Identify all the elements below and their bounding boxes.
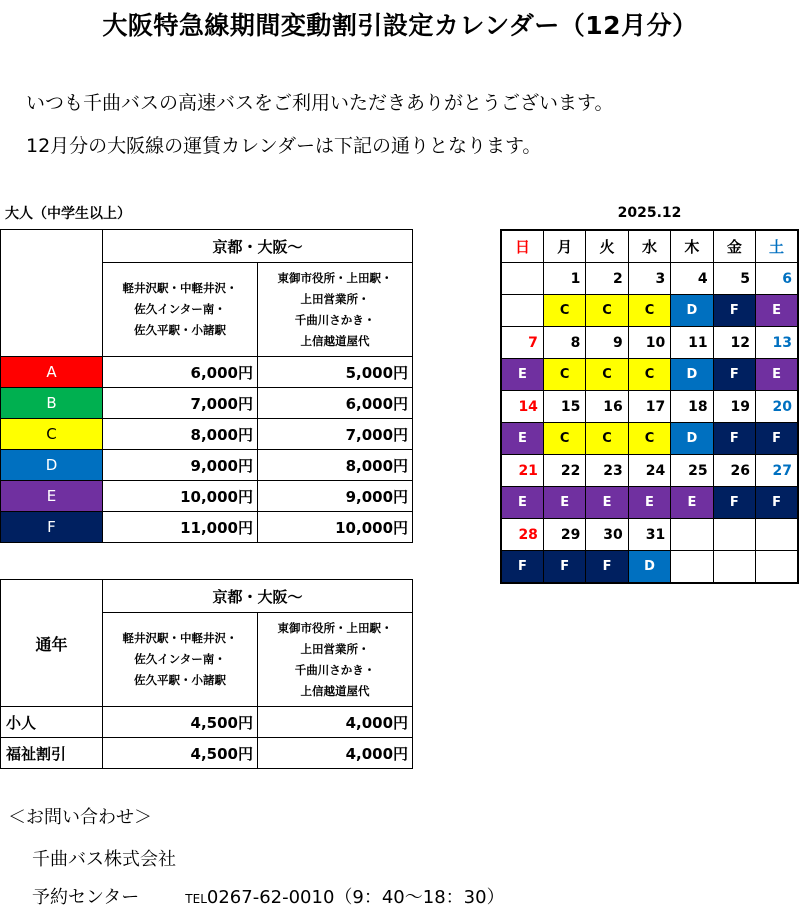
- station-line: 佐久平駅・小諸駅: [134, 673, 226, 687]
- station-line: 佐久インター南・: [134, 302, 226, 316]
- date-cell: 11: [671, 327, 713, 359]
- fare-grade-cell: E: [543, 487, 585, 519]
- weekday-cell: 金: [713, 230, 755, 263]
- date-cell: 19: [713, 391, 755, 423]
- date-cell: 3: [628, 263, 670, 295]
- date-cell: 24: [628, 455, 670, 487]
- date-cell: 4: [671, 263, 713, 295]
- date-row: [501, 455, 798, 487]
- fare-grade-cell: C: [586, 295, 628, 327]
- fare-row: [1, 450, 413, 481]
- fare-grade-cell: E: [671, 487, 713, 519]
- station-line: 上田営業所・: [300, 291, 370, 306]
- tel-label: TEL: [185, 892, 207, 906]
- fare-calendar: [500, 229, 799, 584]
- price-cell: 4,500円: [103, 707, 258, 738]
- date-cell: 14: [501, 391, 543, 423]
- station-line: 上田営業所・: [300, 641, 370, 656]
- fare-grade-cell: C: [543, 295, 585, 327]
- intro-line-1: いつも千曲バスの高速バスをご利用いただきありがとうございます。: [26, 92, 614, 114]
- fare-row: [1, 419, 413, 450]
- date-cell: 29: [543, 519, 585, 551]
- price-cell: 4,000円: [258, 707, 413, 738]
- fare-row: [1, 512, 413, 543]
- station-group-1: [103, 613, 258, 707]
- date-cell: 21: [501, 455, 543, 487]
- price-cell: 6,000円: [103, 357, 258, 388]
- fare-grade-cell: F: [501, 551, 543, 584]
- station-line: 千曲川さかき・: [294, 312, 376, 327]
- fare-grade-cell: C: [543, 423, 585, 455]
- fare-grade-cell: C: [628, 295, 670, 327]
- fare-grade-cell: C: [586, 359, 628, 391]
- reservation-center-label: 予約センター: [32, 887, 140, 908]
- price-cell: 9,000円: [258, 481, 413, 512]
- price-cell: 10,000円: [103, 481, 258, 512]
- station-group-1: [103, 263, 258, 357]
- date-cell: 28: [501, 519, 543, 551]
- fare-row: [1, 481, 413, 512]
- grade-f-cell: F: [1, 512, 103, 543]
- fare-grade-cell: E: [756, 359, 798, 391]
- fare-grade-cell: [501, 295, 543, 327]
- station-line: 上信越道屋代: [300, 333, 370, 348]
- company-name: 千曲バス株式会社: [32, 849, 176, 870]
- fare-grade-cell: E: [628, 487, 670, 519]
- price-cell: 8,000円: [103, 419, 258, 450]
- date-cell: 26: [713, 455, 755, 487]
- station-line: 東御市役所・上田駅・: [277, 620, 393, 635]
- fare-grade-cell: F: [713, 487, 755, 519]
- station-line: 軽井沢駅・中軽井沢・: [122, 631, 238, 645]
- adult-fare-table: [0, 229, 413, 543]
- weekday-cell: 水: [628, 230, 670, 263]
- fare-grade-cell: F: [713, 359, 755, 391]
- date-cell: 2: [586, 263, 628, 295]
- page-title: 大阪特急線期間変動割引設定カレンダー（12月分）: [102, 11, 698, 40]
- date-cell: 16: [586, 391, 628, 423]
- fare-category-label: 小人: [1, 707, 103, 738]
- station-line: 佐久平駅・小諸駅: [134, 323, 226, 337]
- price-cell: 11,000円: [103, 512, 258, 543]
- adult-table-caption: 大人（中学生以上）: [5, 206, 131, 222]
- date-row: [501, 327, 798, 359]
- date-cell: 15: [543, 391, 585, 423]
- grade-c-cell: C: [1, 419, 103, 450]
- price-cell: 5,000円: [258, 357, 413, 388]
- date-cell: 12: [713, 327, 755, 359]
- contact-heading: ＜お問い合わせ＞: [8, 807, 152, 828]
- fare-grade-cell: C: [543, 359, 585, 391]
- fare-row: [1, 357, 413, 388]
- fare-row: [1, 388, 413, 419]
- fare-grade-cell: E: [501, 359, 543, 391]
- price-cell: 4,000円: [258, 738, 413, 769]
- price-cell: 6,000円: [258, 388, 413, 419]
- date-row: [501, 391, 798, 423]
- fare-grade-cell: F: [713, 295, 755, 327]
- weekday-cell: 火: [586, 230, 628, 263]
- reservation-contact: [32, 883, 505, 909]
- fare-category-label: 福祉割引: [1, 738, 103, 769]
- price-cell: 10,000円: [258, 512, 413, 543]
- fare-row: [1, 738, 413, 769]
- date-cell: 22: [543, 455, 585, 487]
- date-cell: [501, 263, 543, 295]
- station-line: 軽井沢駅・中軽井沢・: [122, 281, 238, 295]
- fare-grade-cell: E: [586, 487, 628, 519]
- station-group-2: [258, 613, 413, 707]
- price-cell: 8,000円: [258, 450, 413, 481]
- fare-grade-cell: [713, 551, 755, 584]
- corner-cell: [1, 230, 103, 357]
- date-cell: 30: [586, 519, 628, 551]
- fare-grade-cell: C: [628, 359, 670, 391]
- weekday-cell: 日: [501, 230, 543, 263]
- fare-grade-cell: F: [586, 551, 628, 584]
- date-cell: 27: [756, 455, 798, 487]
- fare-grade-row: [501, 487, 798, 519]
- station-line: 上信越道屋代: [300, 683, 370, 698]
- station-line: 東御市役所・上田駅・: [277, 270, 393, 285]
- fare-row: [1, 707, 413, 738]
- date-row: [501, 519, 798, 551]
- date-cell: 31: [628, 519, 670, 551]
- price-cell: 7,000円: [103, 388, 258, 419]
- date-cell: [756, 519, 798, 551]
- grade-b-cell: B: [1, 388, 103, 419]
- station-line: 千曲川さかき・: [294, 662, 376, 677]
- grade-e-cell: E: [1, 481, 103, 512]
- fare-grade-row: [501, 359, 798, 391]
- fare-grade-cell: F: [756, 487, 798, 519]
- fare-grade-row: [501, 551, 798, 584]
- grade-d-cell: D: [1, 450, 103, 481]
- date-cell: 6: [756, 263, 798, 295]
- year-round-label: 通年: [1, 580, 103, 707]
- route-header: 京都・大阪～: [103, 230, 413, 263]
- fare-grade-cell: E: [501, 487, 543, 519]
- date-cell: 10: [628, 327, 670, 359]
- weekday-cell: 木: [671, 230, 713, 263]
- fare-grade-row: [501, 295, 798, 327]
- date-cell: 25: [671, 455, 713, 487]
- fare-grade-cell: [671, 551, 713, 584]
- weekday-cell: 土: [756, 230, 798, 263]
- date-cell: 5: [713, 263, 755, 295]
- date-row: [501, 263, 798, 295]
- child-fare-table: [0, 579, 413, 769]
- station-line: 佐久インター南・: [134, 652, 226, 666]
- date-cell: 8: [543, 327, 585, 359]
- date-cell: 1: [543, 263, 585, 295]
- fare-grade-cell: C: [628, 423, 670, 455]
- fare-grade-cell: [756, 551, 798, 584]
- tel-number: 0267-62-0010（9：40～18：30）: [206, 887, 505, 908]
- date-cell: 20: [756, 391, 798, 423]
- fare-grade-cell: E: [756, 295, 798, 327]
- date-cell: 17: [628, 391, 670, 423]
- date-cell: 7: [501, 327, 543, 359]
- grade-a-cell: A: [1, 357, 103, 388]
- date-cell: 23: [586, 455, 628, 487]
- fare-grade-cell: D: [671, 359, 713, 391]
- weekday-cell: 月: [543, 230, 585, 263]
- date-cell: [671, 519, 713, 551]
- station-group-2: [258, 263, 413, 357]
- fare-grade-cell: F: [543, 551, 585, 584]
- date-cell: [713, 519, 755, 551]
- fare-grade-cell: D: [671, 423, 713, 455]
- fare-grade-cell: C: [586, 423, 628, 455]
- date-cell: 9: [586, 327, 628, 359]
- price-cell: 9,000円: [103, 450, 258, 481]
- fare-grade-row: [501, 423, 798, 455]
- price-cell: 4,500円: [103, 738, 258, 769]
- fare-grade-cell: D: [671, 295, 713, 327]
- weekday-header-row: [501, 230, 798, 263]
- calendar-month-label: 2025.12: [617, 205, 682, 221]
- date-cell: 13: [756, 327, 798, 359]
- route-header: 京都・大阪～: [103, 580, 413, 613]
- intro-line-2: 12月分の大阪線の運賃カレンダーは下記の通りとなります。: [26, 135, 542, 157]
- fare-grade-cell: E: [501, 423, 543, 455]
- price-cell: 7,000円: [258, 419, 413, 450]
- fare-grade-cell: F: [756, 423, 798, 455]
- date-cell: 18: [671, 391, 713, 423]
- fare-grade-cell: D: [628, 551, 670, 584]
- fare-grade-cell: F: [713, 423, 755, 455]
